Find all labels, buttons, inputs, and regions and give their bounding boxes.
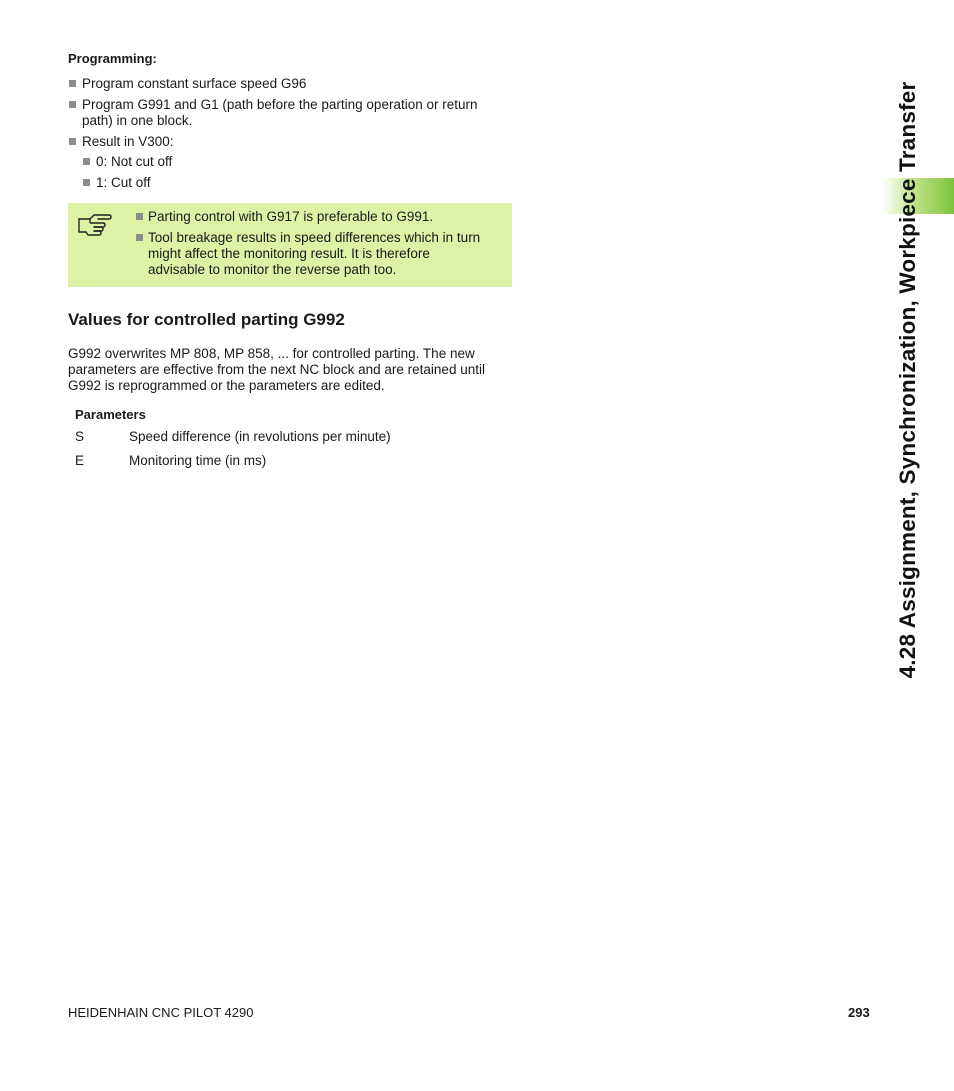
note-line: advisable to monitor the reverse path too. bbox=[148, 262, 397, 277]
bullet-icon bbox=[136, 234, 143, 241]
bullet-icon bbox=[83, 158, 90, 165]
sub-list-item: 0: Not cut off bbox=[96, 154, 173, 169]
parameter-description: Speed difference (in revolutions per minute) bbox=[129, 429, 391, 444]
list-item: Result in V300: bbox=[82, 134, 174, 149]
parameter-key: E bbox=[75, 453, 85, 468]
pointing-hand-icon bbox=[76, 211, 112, 237]
bullet-icon bbox=[136, 213, 143, 220]
programming-heading: Programming: bbox=[68, 51, 157, 66]
paragraph-line: G992 overwrites MP 808, MP 858, ... for controlled parting. The new bbox=[68, 346, 475, 361]
footer-product: HEIDENHAIN CNC PILOT 4290 bbox=[68, 1005, 254, 1020]
bullet-icon bbox=[69, 138, 76, 145]
list-item-continuation: path) in one block. bbox=[82, 113, 193, 128]
bullet-icon bbox=[69, 80, 76, 87]
sub-list-item: 1: Cut off bbox=[96, 175, 151, 190]
bullet-icon bbox=[69, 101, 76, 108]
note-line: Parting control with G917 is preferable to G991. bbox=[148, 209, 434, 224]
bullet-icon bbox=[83, 179, 90, 186]
parameter-key: S bbox=[75, 429, 85, 444]
paragraph-line: G992 is reprogrammed or the parameters are edited. bbox=[68, 378, 385, 393]
chapter-side-title: 4.28 Assignment, Synchronization, Workpiece Transfer bbox=[895, 81, 920, 679]
note-line: might affect the monitoring result. It is therefore bbox=[148, 246, 430, 261]
list-item: Program constant surface speed G96 bbox=[82, 76, 307, 91]
section-title: Values for controlled parting G992 bbox=[68, 310, 345, 329]
paragraph-line: parameters are effective from the next NC block and are retained until bbox=[68, 362, 485, 377]
parameters-heading: Parameters bbox=[75, 407, 146, 422]
page-number: 293 bbox=[848, 1005, 870, 1020]
parameter-description: Monitoring time (in ms) bbox=[129, 453, 267, 468]
list-item: Program G991 and G1 (path before the parting operation or return bbox=[82, 97, 478, 112]
note-line: Tool breakage results in speed differences which in turn bbox=[148, 230, 481, 245]
